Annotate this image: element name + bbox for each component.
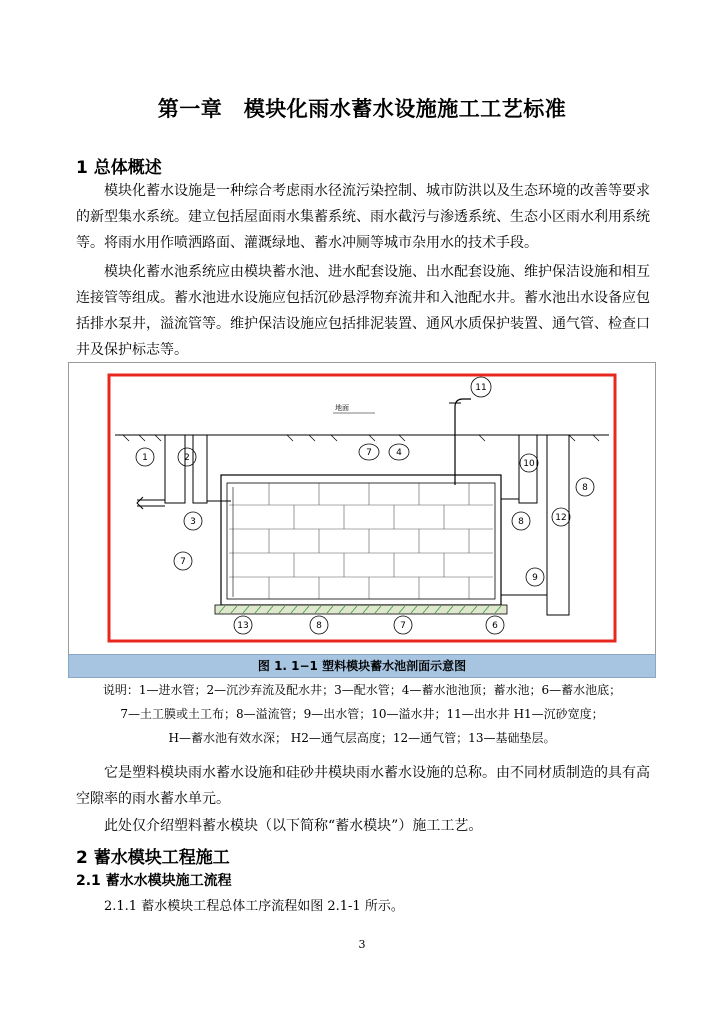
section-2-1-heading: 2.1 蓄水水模块施工流程 (76, 873, 232, 889)
callout-7-top: 7 (366, 448, 372, 458)
module-brick-grid (229, 483, 493, 599)
callout-11: 12 (555, 513, 567, 523)
callout-8-bottom: 8 (316, 621, 322, 631)
figure-caption: 图 1. 1−1 塑料模块蓄水池剖面示意图 (68, 654, 656, 678)
diagram-red-border (109, 375, 615, 641)
paragraph-3: 它是塑料模块雨水蓄水设施和硅砂井模块雨水蓄水设施的总称。由不同材质制造的具有高空隙率的雨水蓄水单元。 (76, 765, 650, 807)
callout-9: 9 (532, 573, 538, 583)
figure-legend-line-2: 7—土工膜或土工布；8—溢流管；9—出水管；10—溢水井；11—出水井 H1—沉砂宽度； (120, 707, 604, 721)
callout-2: 2 (184, 453, 190, 463)
overflow-well (519, 435, 537, 503)
callout-8-right: 8 (582, 483, 588, 493)
vent-pipe (455, 399, 471, 485)
tank-outline (221, 475, 501, 605)
sand-well (165, 435, 185, 503)
inlet-arrow (137, 497, 143, 509)
paragraph-4: 此处仅介绍塑料蓄水模块（以下简称“蓄水模块”）施工工艺。 (104, 818, 483, 834)
distribution-well (193, 435, 207, 503)
section-1-heading: 1 总体概述 (76, 158, 162, 178)
figure-legend-line-3: H—蓄水池有效水深； H2—通气层高度；12—通气管；13—基础垫层。 (168, 731, 556, 745)
callout-6: 6 (492, 621, 498, 631)
section-1-paragraph-2: 模块化蓄水池系统应由模块蓄水池、进水配套设施、出水配套设施、维护保洁设施和相互连接管等组成。蓄水池进水设施应包括沉砂悬浮物弃流井和入池配水井。蓄水池出水设备应包括排水泵井，溢流管等。维护保洁设施应包括排泥装置、通风水质保护装置、通气管、检查口井及保护标志等。 (76, 264, 650, 358)
callout-7-left: 7 (180, 557, 186, 567)
cross-section-diagram (69, 363, 655, 653)
tank-inner (227, 483, 495, 599)
callout-1: 1 (142, 453, 148, 463)
ground-hatch (123, 435, 599, 441)
ground-label: 地面 (335, 404, 349, 412)
callout-4: 4 (396, 448, 402, 458)
figure-legend-line-1: 说明：1—进水管；2—沉沙弃流及配水井；3—配水管；4—蓄水池池顶；蓄水池；6—蓄水池底； (102, 683, 622, 697)
callout-7-bottom: 7 (400, 621, 406, 631)
chapter-title: 第一章 模块化雨水蓄水设施施工工艺标准 (157, 97, 567, 121)
callout-3: 3 (190, 517, 196, 527)
callout-13: 13 (237, 621, 249, 631)
base-layer (215, 605, 507, 614)
callout-12: 11 (475, 383, 487, 393)
section-2-1-1-text: 2.1.1 蓄水模块工程总体工序流程如图 2.1-1 所示。 (104, 899, 404, 914)
callout-10: 10 (523, 459, 535, 469)
figure-frame (68, 362, 656, 678)
section-1-paragraph-1: 模块化蓄水设施是一种综合考虑雨水径流污染控制、城市防洪以及生态环境的改善等要求的新型集水系统。建立包括屋面雨水集蓄系统、雨水截污与渗透系统、生态小区雨水利用系统等。将雨水用作喷洒路面、灌溉绿地、蓄水冲厕等城市杂用水的技术手段。 (76, 183, 650, 251)
section-2-heading: 2 蓄水模块工程施工 (76, 848, 230, 868)
page-number: 3 (358, 938, 366, 951)
callout-8-mid: 8 (518, 517, 524, 527)
callout-labels (142, 383, 588, 631)
